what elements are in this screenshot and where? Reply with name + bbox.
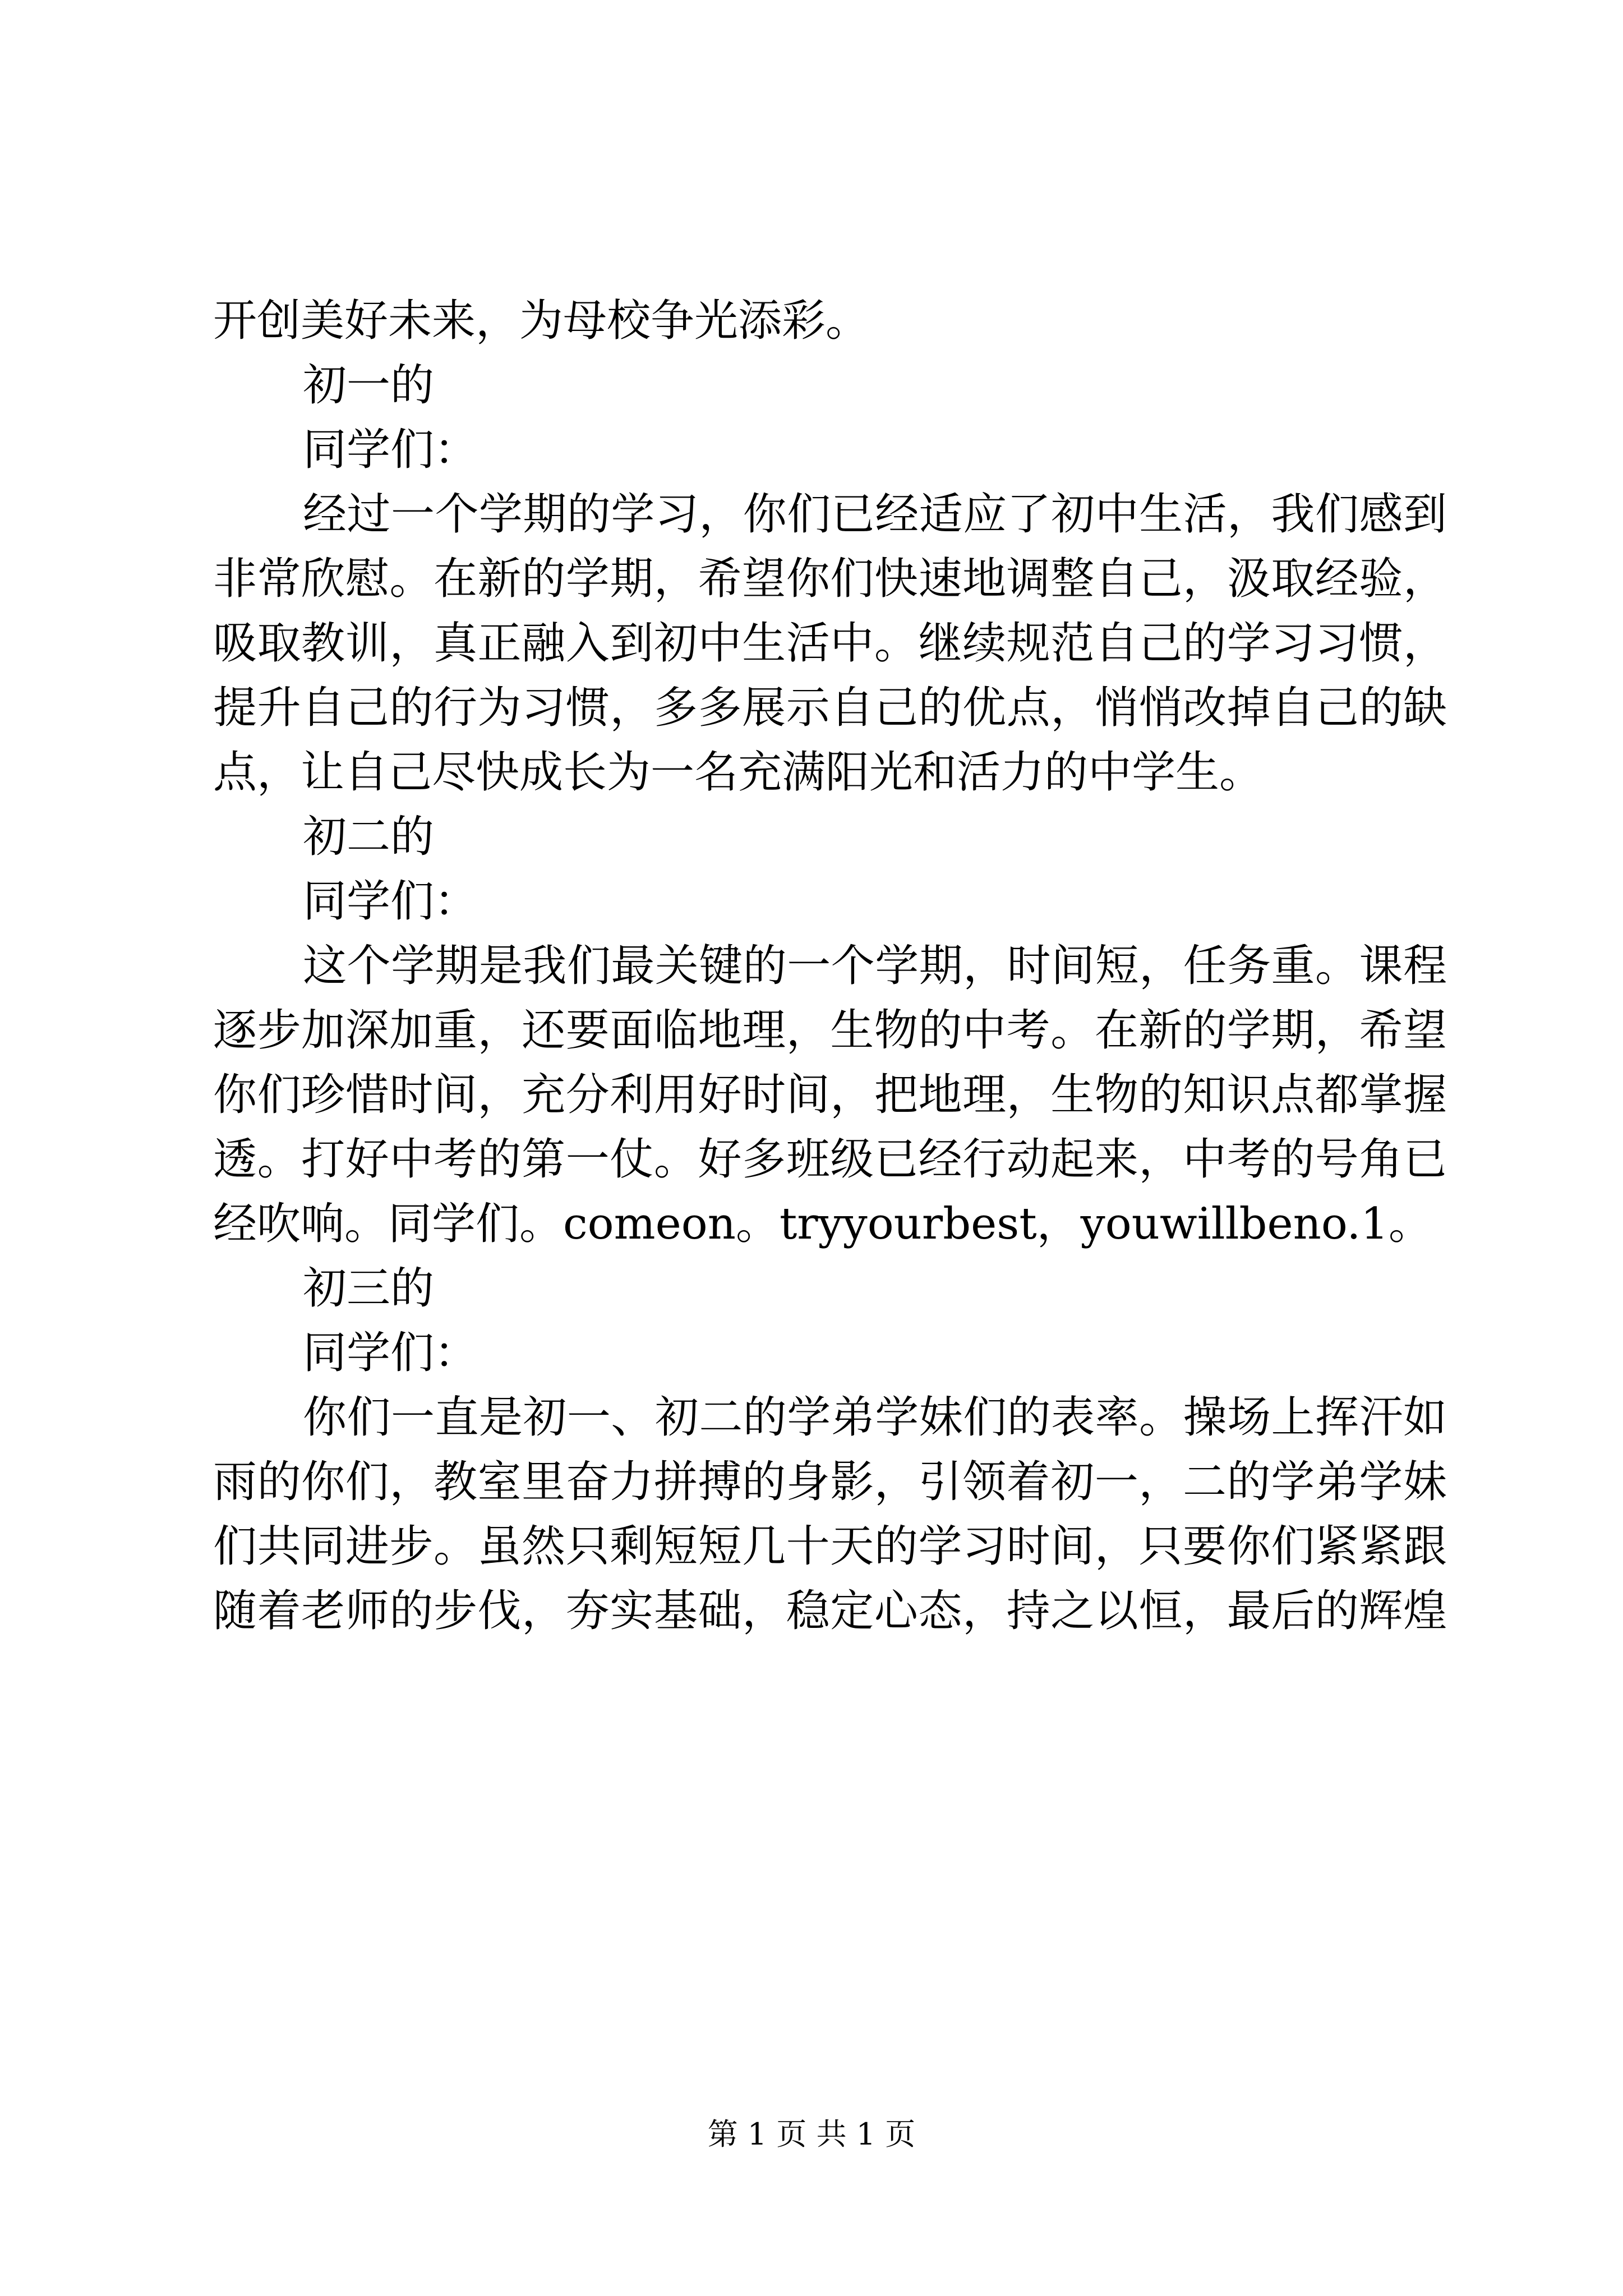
text-line: 同学们： xyxy=(303,876,478,927)
page-footer xyxy=(0,2115,1623,2154)
text-line: 非常欣慰。在新的学期，希望你们快速地调整自己，汲取经验， xyxy=(213,554,1447,604)
text-line: 点，让自己尽快成长为一名充满阳光和活力的中学生。 xyxy=(213,747,1264,798)
text-line: 初一的 xyxy=(303,360,435,411)
text-line: 你们珍惜时间，充分利用好时间，把地理，生物的知识点都掌握 xyxy=(213,1070,1447,1120)
text-line: 同学们： xyxy=(303,1328,478,1378)
text-line: 同学们： xyxy=(303,425,478,475)
text-line: 初二的 xyxy=(303,812,435,862)
text-line: 经过一个学期的学习，你们已经适应了初中生活，我们感到 xyxy=(303,489,1447,540)
document-body xyxy=(213,289,1447,1644)
text-line: 初三的 xyxy=(303,1263,435,1314)
text-line: 开创美好未来，为母校争光添彩。 xyxy=(213,296,870,346)
text-line: 吸取教训，真正融入到初中生活中。继续规范自己的学习习惯， xyxy=(213,618,1447,669)
page-number-label: 第 1 页 共 1 页 xyxy=(707,2116,916,2152)
text-line: 逐步加深加重，还要面临地理，生物的中考。在新的学期，希望 xyxy=(213,1005,1447,1056)
text-line: 经吹响。同学们。comeon。tryyourbest，youwillbeno.1。 xyxy=(213,1199,1432,1249)
text-line: 提升自己的行为习惯，多多展示自己的优点，悄悄改掉自己的缺 xyxy=(213,683,1447,733)
text-line: 雨的你们，教室里奋力拼搏的身影，引领着初一，二的学弟学妹 xyxy=(213,1457,1447,1507)
text-line: 透。打好中考的第一仗。好多班级已经行动起来，中考的号角已 xyxy=(213,1134,1447,1185)
text-line: 这个学期是我们最关键的一个学期，时间短，任务重。课程 xyxy=(303,941,1447,991)
text-line: 你们一直是初一、初二的学弟学妹们的表率。操场上挥汗如 xyxy=(303,1392,1447,1443)
text-line: 们共同进步。虽然只剩短短几十天的学习时间，只要你们紧紧跟 xyxy=(213,1521,1447,1572)
text-line: 随着老师的步伐，夯实基础，稳定心态，持之以恒，最后的辉煌 xyxy=(213,1586,1447,1636)
